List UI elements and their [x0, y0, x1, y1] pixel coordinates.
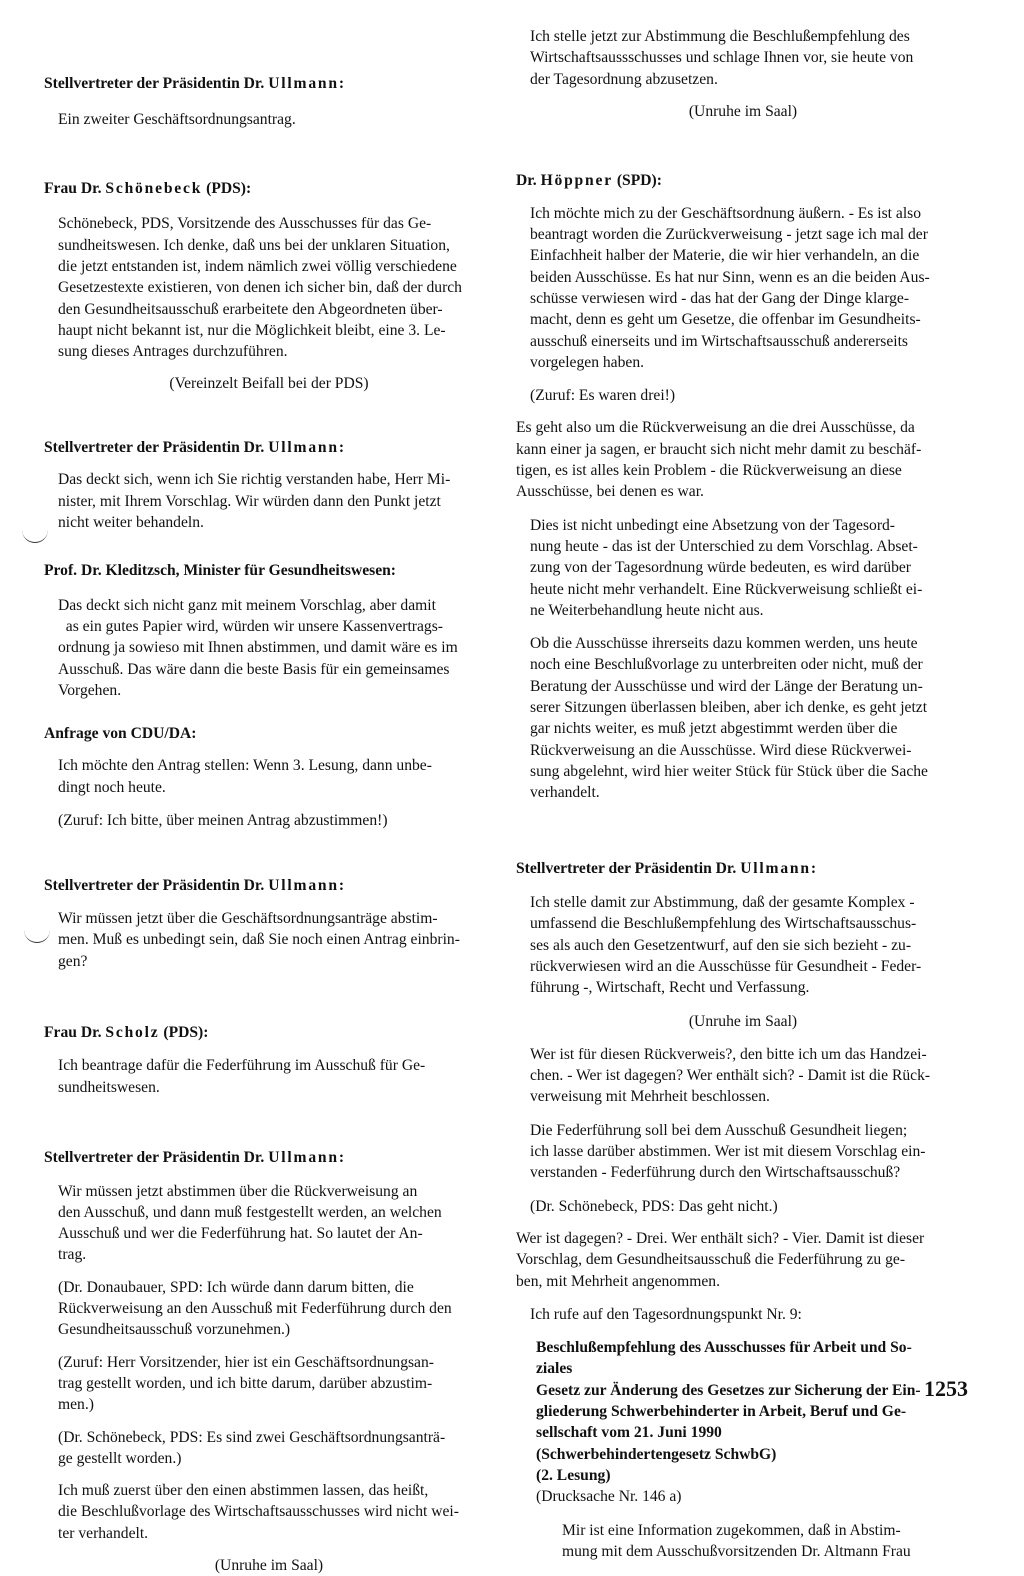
speaker-heading: Stellvertreter der Präsidentin Dr. Ullmann:: [44, 439, 346, 457]
right-column: [516, 26, 970, 1562]
agenda-item-title: Beschlußempfehlung des Ausschusses für Arbeit und So- ziales Gesetz zur Änderung des Gesetzes zur Sicherung der Ein- gliederung Schwerbehinderter in Arbeit, Beruf und Ge- sellschaft vom 21. Juni 1990 (Schwerbehindertengesetz SchwbG) (2. Lesung): [536, 1339, 921, 1484]
interjection: (Dr. Donaubauer, SPD: Ich würde dann darum bitten, die Rückverweisung an den Ausschuß mit Federführung durch den Gesundheitsausschuß vorzunehmen.): [58, 1278, 452, 1339]
speaker-heading: Stellvertreter der Präsidentin Dr. Ullmann:: [44, 876, 346, 894]
paragraph: Ich möchte mich zu der Geschäftsordnung äußern. - Es ist also beantragt worden die Zurückverweisung - jetzt sage ich mal der Einfachheit halber der Materie, die wir hier verhandeln, an die beiden Ausschüsse. Es hat nur Sinn, wenn es an die beiden Aus- schüsse verwiesen wird - das hat der Gang der Dinge klarge- macht, denn es geht um Gesetze, die offenbar im Gesundheits- ausschuß einerseits und im Wirtschaftsausschuß andererseits vorgelegen haben.: [530, 204, 930, 371]
speaker-heading: Stellvertreter der Präsidentin Dr. Ullmann:: [516, 859, 818, 877]
speaker-heading: Stellvertreter der Präsidentin Dr. Ullmann:: [44, 1149, 346, 1167]
paragraph: Ein zweiter Geschäftsordnungsantrag.: [58, 110, 296, 128]
speaker-heading: Frau Dr. Schönebeck (PDS):: [44, 180, 252, 198]
paragraph: Das deckt sich, wenn ich Sie richtig verstanden habe, Herr Mi- nister, mit Ihrem Vorschlag. Wir würden dann den Punkt jetzt nicht weiter behandeln.: [58, 471, 451, 532]
interjection: (Zuruf: Herr Vorsitzender, hier ist ein Geschäftsordnungsan- trag gestellt worden, und ich bitte darum, darüber abzustim- men.): [58, 1353, 434, 1414]
interjection: (Dr. Schönebeck, PDS: Es sind zwei Geschäftsordnungsanträ- ge gestellt worden.): [58, 1428, 446, 1467]
page-number: 1253: [924, 1376, 968, 1401]
interjection: (Unruhe im Saal): [688, 102, 798, 120]
interjection: (Zuruf: Es waren drei!): [530, 387, 676, 405]
paragraph: Ich beantrage dafür die Federführung im Ausschuß für Ge- sundheitswesen.: [58, 1057, 426, 1096]
interjection: (Unruhe im Saal): [214, 1557, 324, 1575]
paragraph: Wer ist für diesen Rückverweis?, den bitte ich um das Handzei- chen. - Wer ist dagegen? Wer enthält sich? - Damit ist die Rück- verweisung mit Mehrheit beschlossen.: [530, 1045, 931, 1106]
interjection: (Zuruf: Ich bitte, über meinen Antrag abzustimmen!): [58, 812, 388, 830]
interjection: (Vereinzelt Beifall bei der PDS): [169, 374, 369, 392]
paragraph: Wir müssen jetzt abstimmen über die Rückverweisung an den Ausschuß, und dann muß festgestellt werden, an welchen Ausschuß und wer die Federführung hat. So lautet der An- trag.: [58, 1182, 442, 1264]
speaker-heading: Anfrage von CDU/DA:: [44, 725, 197, 743]
agenda-item-document: (Drucksache Nr. 146 a): [536, 1488, 682, 1506]
paragraph: Schönebeck, PDS, Vorsitzende des Ausschusses für das Ge- sundheitswesen. Ich denke, daß uns bei der unklaren Situation, die jetzt entstanden ist, indem nämlich zwei völlig verschiedene Gesetzestexte existieren, von denen ich sicher bin, daß der durch den Gesundheitsausschuß erarbeitete den Abgeordneten über- haupt nicht bekannt ist, nur die Möglichkeit bleibt, eine 3. Le- sung dieses Antrages durchzuführen.: [58, 215, 462, 361]
paragraph: Es geht also um die Rückverweisung an die drei Ausschüsse, da kann einer ja sagen, er braucht sich nicht mehr damit zu beschäf- tigen, es ist alles kein Problem - die Rückverweisung an diese Ausschüsse, bei denen es war.: [516, 419, 922, 501]
paragraph: Ich stelle jetzt zur Abstimmung die Beschlußempfehlung des Wirtschaftsaussschusses und schlage Ihnen vor, sie heute von der Tagesordnung abzusetzen.: [530, 28, 914, 88]
paragraph: Wer ist dagegen? - Drei. Wer enthält sich? - Vier. Damit ist dieser Vorschlag, dem Gesundheitsausschuß die Federführung zu ge- ben, mit Mehrheit angenommen.: [516, 1229, 925, 1290]
paragraph: Die Federführung soll bei dem Ausschuß Gesundheit liegen; ich lasse darüber abstimmen. Wer ist mit diesem Vorschlag ein- verstanden - Federführung durch den Wirtschaftsausschuß?: [530, 1121, 926, 1182]
paragraph: Das deckt sich nicht ganz mit meinem Vorschlag, aber damit as ein gutes Papier wird, würden wir unsere Kassenvertrags- ordnung ja sowieso mit Ihnen abstimmen, und damit wäre es im Ausschuß. Das wäre dann die beste Basis für ein gemeinsames Vorgehen.: [58, 596, 458, 699]
speaker-heading: Prof. Dr. Kleditzsch, Minister für Gesundheitswesen:: [44, 562, 397, 580]
speaker-heading: Stellvertreter der Präsidentin Dr. Ullmann:: [44, 75, 346, 93]
speaker-heading: Dr. Höppner (SPD):: [516, 172, 662, 190]
interjection: (Dr. Schönebeck, PDS: Das geht nicht.): [530, 1197, 778, 1215]
paragraph: Ich möchte den Antrag stellen: Wenn 3. Lesung, dann unbe- dingt noch heute.: [58, 757, 432, 796]
left-column: [44, 48, 494, 1576]
paragraph: Ob die Ausschüsse ihrerseits dazu kommen werden, uns heute noch eine Beschlußvorlage zu unterbreiten oder nicht, muß der Beratung der Ausschüsse und wird der Länge der Beratung un- serer Sitzungen überlassen bleiben, aber ich denke, es geht jetzt gar nichts weiter, es muß jetzt abgestimmt werden über die Rückverweisung an die Ausschüsse. Wird diese Rückverwei- sung abgelehnt, wird hier weiter Stück für Stück über die Sache verhandelt.: [530, 635, 928, 802]
interjection: (Unruhe im Saal): [688, 1012, 798, 1030]
paragraph: Ich muß zuerst über den einen abstimmen lassen, das heißt, die Beschlußvorlage des Wirtschaftsausschusses wird nicht wei- ter verhandelt.: [58, 1482, 459, 1542]
paragraph: Dies ist nicht unbedingt eine Absetzung von der Tagesord- nung heute - das ist der Unterschied zu dem Vorschlag. Abset- zung von der Tagesordnung würde bedeuten, es wird darüber heute nicht mehr verhandelt. Eine Rückverweisung schließt ei- ne Weiterbehandlung heute nicht aus.: [530, 516, 923, 619]
paragraph: Ich rufe auf den Tagesordnungspunkt Nr. 9:: [530, 1305, 802, 1323]
speaker-heading: Frau Dr. Scholz (PDS):: [44, 1024, 209, 1042]
paragraph: Ich stelle damit zur Abstimmung, daß der gesamte Komplex - umfassend die Beschlußempfehlung des Wirtschaftsausschus- ses als auch den Gesetzentwurf, auf den sie sich bezieht - zu- rückverwiesen wird an die Ausschüsse für Gesundheit - Feder- führung -, Wirtschaft, Recht und Verfassung.: [530, 894, 922, 997]
paragraph: Mir ist eine Information zugekommen, daß in Abstim- mung mit dem Ausschußvorsitzenden Dr. Altmann Frau: [562, 1521, 911, 1560]
paragraph: Wir müssen jetzt über die Geschäftsordnungsanträge abstim- men. Muß es unbedingt sein, daß Sie noch einen Antrag einbrin- gen?: [58, 909, 460, 970]
